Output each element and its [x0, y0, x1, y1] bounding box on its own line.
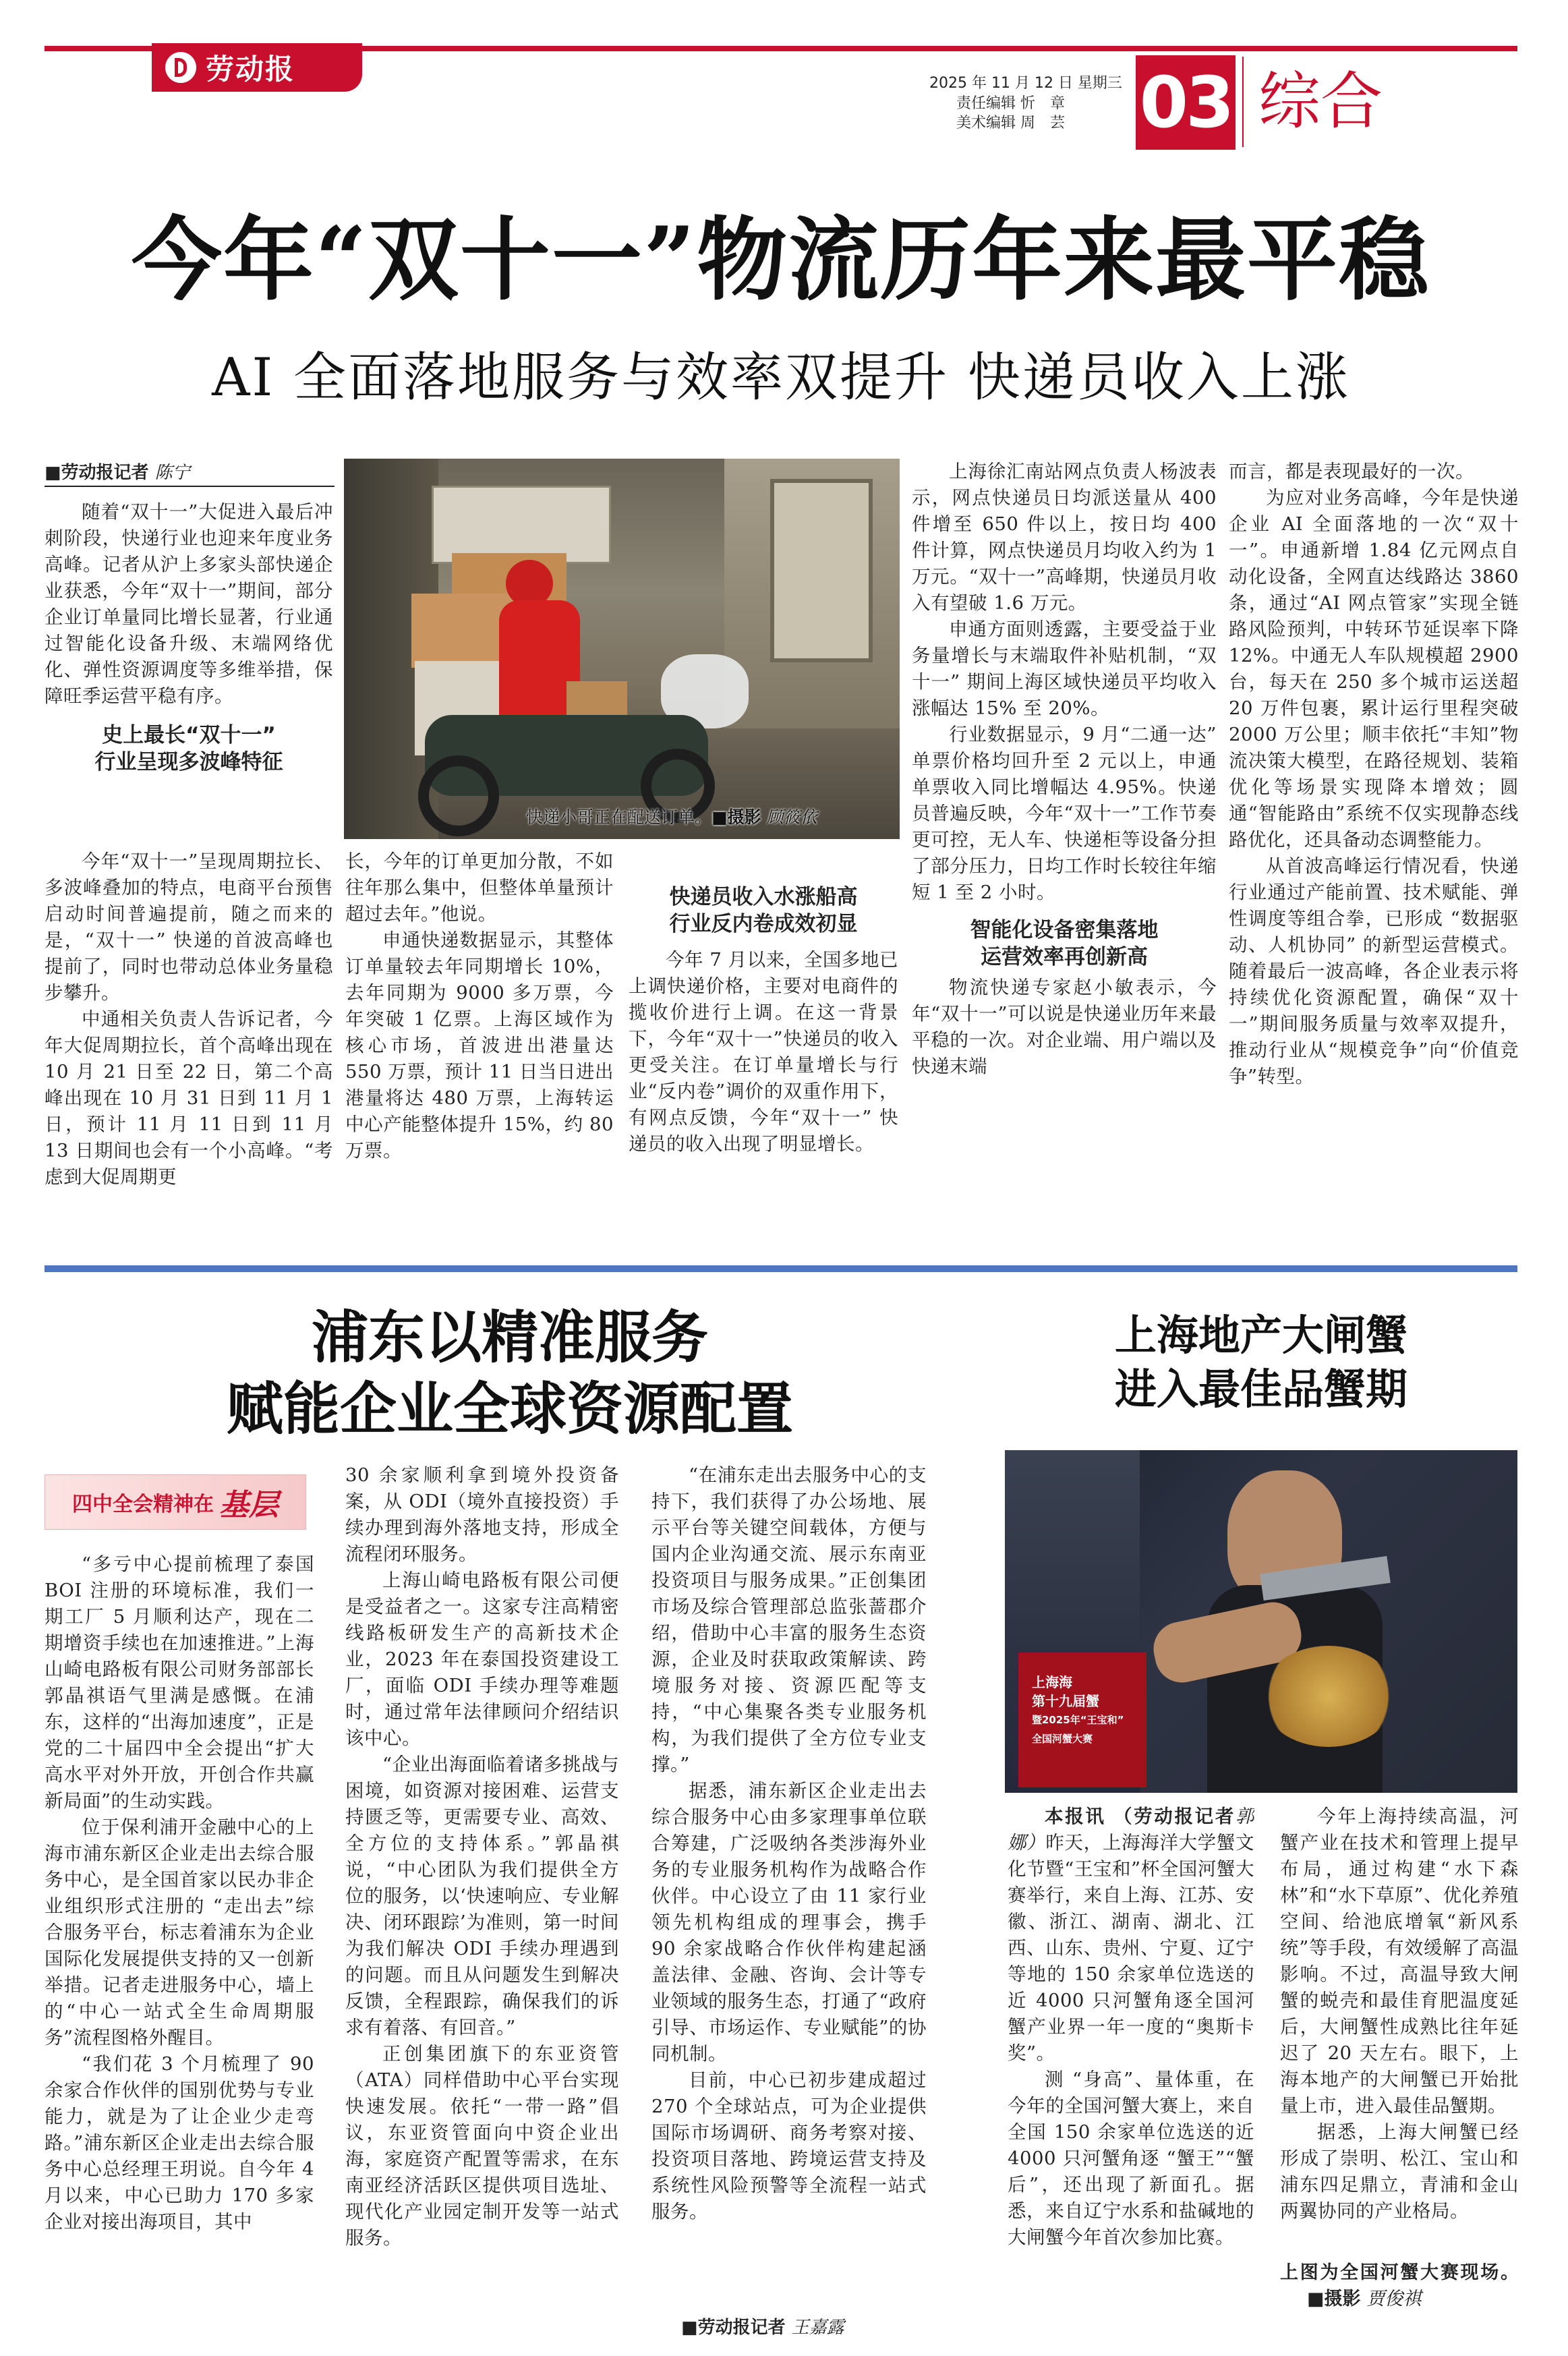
- story1-col2-paragraph-1: 长，今年的订单更加分散，不如往年那么集中，但整体单量预计超过去年。”他说。: [345, 851, 614, 925]
- crab-contest-photo: [1005, 1450, 1517, 1793]
- lead-name: 郭娜）: [1008, 1806, 1254, 1854]
- banner-line-2: 第十九届蟹: [1032, 1693, 1099, 1709]
- story2-col3: [651, 1462, 927, 2305]
- story2-byline: [681, 2314, 844, 2338]
- story1-col1-paragraph-2: 今年“双十一”呈现周期拉长、多波峰叠加的特点，电商平台预售启动时间普遍提前，随之而来的是，“双十一” 快递的首波高峰也提前了，同时也带动总体业务量稳步攀升。: [45, 851, 333, 1004]
- story2-col2-paragraph-2: 上海山崎电路板有限公司便是受益者之一。这家专注高精密线路板研发生产的高新技术企业，2023 年在泰国投资建设工厂，面临 ODI 手续办理等难题时，通过常年法律顾问介绍结识该中心。: [345, 1570, 619, 1749]
- story1-headline: 今年“双十一”物流历年来最平稳: [131, 206, 1431, 313]
- story3-col2-paragraph-2: 据悉，上海大闸蟹已经形成了崇明、松江、宝山和浦东四足鼎立，青浦和金山两翼协同的产业格局。: [1280, 2121, 1519, 2222]
- byline-underline: [45, 486, 335, 487]
- photo-credit-label: ■摄影: [712, 807, 761, 827]
- story3-headline-line2: 进入最佳品蟹期: [1114, 1364, 1407, 1414]
- art-editor-line: 美术编辑 周 芸: [956, 115, 1065, 132]
- story2-col3-paragraph-3: 目前，中心已初步建成超过 270 个全球站点，可为企业提供国际市场调研、商务考察对接、投资项目落地、跨境运营支持及系统性风险预警等全流程一站式服务。: [651, 2069, 927, 2222]
- story2-col2-paragraph-3: “企业出海面临着诸多挑战与困境，如资源对接困难、运营支持匮乏等，更需要专业、高效、全方位的支持体系。”郭晶祺说，“中心团队为我们提供全方位的服务，以‘快速响应、专业解决、闭环跟踪’为准则，第一时间为我们解决 ODI 手续办理遇到的问题。而且从问题发生到解决反馈，全程跟踪，确保我们的诉求有着落、有回音。”: [345, 1754, 619, 2038]
- story1-col3-paragraph-1: 今年 7 月以来，全国多地已上调快递价格，主要对电商件的揽收价进行上调。在这一背景下，今年“双十一”快递员的收入更受关注。在订单量增长与行业“反内卷”调价的双重作用下，有网点反馈，今年“双十一” 快递员的收入出现了明显增长。: [629, 949, 898, 1155]
- story2-headline-line2: 赋能企业全球资源配置: [226, 1375, 793, 1442]
- photo-caption-text: 快递小哥正在配送订单。: [526, 807, 712, 827]
- story3-col1: [1008, 1804, 1254, 2330]
- byline-name: 王嘉露: [791, 2318, 844, 2338]
- story1-subhead-1: 史上最长“双十一” 行业呈现多波峰特征: [94, 723, 283, 774]
- story2-col2: [345, 1462, 619, 2339]
- story2-col3-paragraph-1: “在浦东走出去服务中心的支持下，我们获得了办公场地、展示平台等关键空间载体，方便与国内企业沟通交流、展示东南亚投资项目与服务成果。”正创集团市场及综合管理部总监张蔷郡介绍，借助中心丰富的服务生态资源，企业及时获取政策解读、跨境服务对接、资源匹配等支持，“中心集聚各类专业服务机构，为我们提供了全方位专业支撑。”: [651, 1464, 927, 1775]
- section-name: 综合: [1242, 57, 1397, 147]
- lead-reporter: （劳动报记者: [1113, 1806, 1236, 1827]
- caption-credit-label: ■摄影: [1307, 2289, 1361, 2309]
- story1-col2: [345, 849, 614, 1240]
- story1-col1-lower: [45, 849, 333, 1240]
- story1-col1-paragraph-3: 中通相关负责人告诉记者，今年大促周期拉长，首个高峰出现在 10 月 21 日至 22 日，第二个高峰出现在 10 月 31 日到 11 月 1 日，预计 11 月 11 日到 11 月 13 日期间也会有一个小高峰。“考虑到大促周期更: [45, 1008, 333, 1188]
- issue-date: 2025 年 11 月 12 日 星期三: [929, 75, 1122, 92]
- caption-credit-name: 贾俊祺: [1366, 2289, 1422, 2309]
- story1-col4-paragraph-3: 行业数据显示，9 月“二通一达” 单票价格均回升至 2 元以上，申通单票收入同比增幅达 4.95%。快递员普遍反映，今年“双十一”工作节奏更可控，无人车、快递柜等设备分担了部分压力，日均工作时长较往年缩短 1 至 2 小时。: [912, 724, 1217, 903]
- photo-caption: [526, 804, 817, 828]
- story1-lead-paragraph: 随着“双十一”大促进入最后冲刺阶段，快递行业也迎来年度业务高峰。记者从沪上多家头部快递企业获悉，今年“双十一”期间，部分企业订单量同比增长显著，行业通过智能化设备升级、末端网络优化、弹性资源调度等多维举措，保障旺季运营平稳有序。: [45, 501, 333, 707]
- story1-col5: [1229, 459, 1519, 1241]
- story2-col3-paragraph-2: 据悉，浦东新区企业走出去综合服务中心由多家理事单位联合筹建，广泛吸纳各类涉海外业务的专业服务机构作为战略合作伙伴。中心设立了由 11 家行业领先机构组成的理事会，携手 90 余家战略合作伙伴构建起涵盖法律、金融、咨询、会计等专业领域的服务生态，打通了“政府引导、市场运作、专业赋能”的协同机制。: [651, 1780, 927, 2065]
- section-divider: [45, 1265, 1517, 1272]
- banner-line-1: 上海海: [1032, 1674, 1072, 1690]
- story1-col2-paragraph-2: 申通快递数据显示，其整体订单量较去年同期增长 10%，去年同期为 9000 多万票，今年突破 1 亿票。上海区域作为核心市场，首波进出港量达 550 万票，预计 11 日当日进出港量将达 480 万票，上海转运中心产能整体提升 15%，约 80 万票。: [345, 929, 614, 1161]
- story2-col2-paragraph-1: 30 余家顺利拿到境外投资备案，从 ODI（境外直接投资）手续办理到海外落地支持，形成全流程闭环服务。: [345, 1464, 619, 1565]
- story2-headline: [45, 1302, 975, 1445]
- byline-label: ■劳动报记者: [45, 463, 149, 483]
- story1-byline: [45, 459, 190, 484]
- lead-body: 昨天，上海海洋大学蟹文化节暨“王宝和”杯全国河蟹大赛举行，来自上海、江苏、安徽、浙江、湖南、湖北、江西、山东、贵州、宁夏、辽宁等地的 150 余家单位选送的近 4000 只河蟹角逐全国河蟹产业界一年一度的“奥斯卡奖”。: [1008, 1832, 1254, 2064]
- story1-col4-paragraph-4: 物流快递专家赵小敏表示，今年“双十一”可以说是快递业历年来最平稳的一次。对企业端、用户端以及快递末端: [912, 977, 1217, 1077]
- page-number: 03: [1136, 55, 1236, 150]
- story1-col5-paragraph-3: 从首波高峰运行情况看，快递行业通过产能前置、技术赋能、弹性调度等组合拳，已形成 “数据驱动、人机协同” 的新型运营模式。随着最后一波高峰，各企业表示将持续优化资源配置，确保“双十一”期间服务质量与效率双提升，推动行业从“规模竞争”向“价值竞争”转型。: [1229, 855, 1519, 1087]
- story1-col5-paragraph-2: 为应对业务高峰，今年是快递企业 AI 全面落地的一次“双十一”。申通新增 1.84 亿元网点自动化设备，全网直达线路达 3860 条，通过“AI 网点管家”实现全链路风险预判，中转环节延误率下降 12%。中通无人车队规模超 2900 台，每天在 250 多个城市运送超 20 万件包裹，累计运行里程突破 2000 万公里；顺丰依托“丰知”物流决策大模型，在路径规划、装箱优化等场景实现降本增效；圆通“智能路由”系统不仅实现静态线路优化，还具备动态调整能力。: [1229, 487, 1519, 851]
- byline-label: ■劳动报记者: [681, 2318, 786, 2338]
- story3-lead-paragraph: [1008, 1804, 1254, 2067]
- logo-text: 劳动报: [206, 53, 295, 86]
- logo-glyph-icon: [165, 52, 196, 83]
- story1-col4: [912, 459, 1217, 1241]
- column-label-accent: 基层: [219, 1488, 279, 1522]
- story3-caption: [1280, 2260, 1519, 2312]
- story2-col2-paragraph-4: 正创集团旗下的东亚资管（ATA）同样借助中心平台实现快速发展。依托“一带一路”倡议，东亚资管面向中资企业出海，家庭资产配置等需求，在东南亚经济活跃区提供项目选址、现代化产业园定制开发等一站式服务。: [345, 2043, 619, 2249]
- banner-line-4: 全国河蟹大赛: [1032, 1733, 1093, 1745]
- banner-line-3: 暨2025年“王宝和”: [1032, 1714, 1124, 1726]
- story1-col3: [629, 884, 898, 1241]
- story1-col4-paragraph-2: 申通方面则透露，主要受益于业务量增长与末端取件补贴机制，“双十一” 期间上海区域快递员平均收入涨幅达 15% 至 20%。: [912, 619, 1217, 719]
- story3-col2-paragraph-1: 今年上海持续高温，河蟹产业在技术和管理上提早布局，通过构建“水下森林”和“水下草原”、优化养殖空间、给池底增氧“新风系统”等手段，有效缓解了高温影响。不过，高温导致大闸蟹的蜕壳和最佳育肥温度延后，大闸蟹性成熟比往年延迟了 20 天左右。眼下，上海本地产的大闸蟹已开始批量上市，进入最佳品蟹期。: [1280, 1806, 1519, 2117]
- story2-col1-paragraph-1: “多亏中心提前梳理了泰国 BOI 注册的环境标准，我们一期工厂 5 月顺利达产，现在二期增资手续也在加速推进。”上海山崎电路板有限公司财务部部长郭晶祺语气里满是感慨。在浦东，这样的“出海加速度”，正是党的二十届四中全会提出“扩大高水平对外开放，开创合作共赢新局面”的生动实践。: [45, 1553, 314, 1812]
- column-label-text: 四中全会精神在: [72, 1493, 214, 1516]
- photo-credit-name: 顾筱依: [766, 807, 817, 827]
- courier-photo: [344, 459, 900, 839]
- story2-col1-paragraph-2: 位于保利浦开金融中心的上海市浦东新区企业走出去综合服务中心，是全国首家以民办非企业组织形式注册的 “走出去”综合服务平台，标志着浦东为企业国际化发展提供支持的又一创新举措。记者走进服务中心，墙上的“中心一站式全生命周期服务”流程图格外醒目。: [45, 1816, 314, 2048]
- story2-col1-paragraph-3: “我们花 3 个月梳理了 90 余家合作伙伴的国别优势与专业能力，就是为了让企业少走弯路。”浦东新区企业走出去综合服务中心总经理王玥说。自今年 4 月以来，中心已助力 170 多家企业对接出海项目，其中: [45, 2053, 314, 2233]
- story1-col4-paragraph-1: 上海徐汇南站网点负责人杨波表示，网点快递员日均派送量从 400 件增至 650 件以上，按日均 400 件计算，网点快递员月均收入约为 1 万元。“双十一”高峰期，快递员月收入有望破 1.6 万元。: [912, 461, 1217, 614]
- story3-headline: [1005, 1309, 1517, 1416]
- story1-subhead-3: 智能化设备密集落地 运营效率再创新高: [970, 918, 1159, 969]
- caption-text: 上图为全国河蟹大赛现场。: [1280, 2262, 1519, 2283]
- newspaper-logo: [152, 43, 362, 92]
- lead-label: 本报讯: [1045, 1806, 1106, 1827]
- column-label: [45, 1474, 306, 1530]
- story3-col2: [1280, 1804, 1519, 2262]
- editor-line: 责任编辑 忻 章: [956, 95, 1065, 112]
- photo-banner-text: [1032, 1673, 1124, 1748]
- story3-col1-paragraph-2: 测 “身高”、量体重，在今年的全国河蟹大赛上，来自全国 150 余家单位选送的近 4000 只河蟹角逐 “蟹王”“蟹后”，还出现了新面孔。据悉，来自辽宁水系和盐碱地的大闸蟹今年首次参加比赛。: [1008, 2069, 1254, 2248]
- story1-subhead-2: 快递员收入水涨船高 行业反内卷成效初显: [669, 885, 858, 936]
- story2-col1: [45, 1551, 314, 2334]
- story1-subheadline: AI 全面落地服务与效率双提升 快递员收入上涨: [212, 347, 1350, 408]
- story3-headline-line1: 上海地产大闸蟹: [1114, 1311, 1407, 1360]
- story1-col5-paragraph-1: 而言，都是表现最好的一次。: [1229, 461, 1474, 482]
- byline-name: 陈宁: [154, 463, 190, 483]
- story2-headline-line1: 浦东以精准服务: [311, 1304, 708, 1371]
